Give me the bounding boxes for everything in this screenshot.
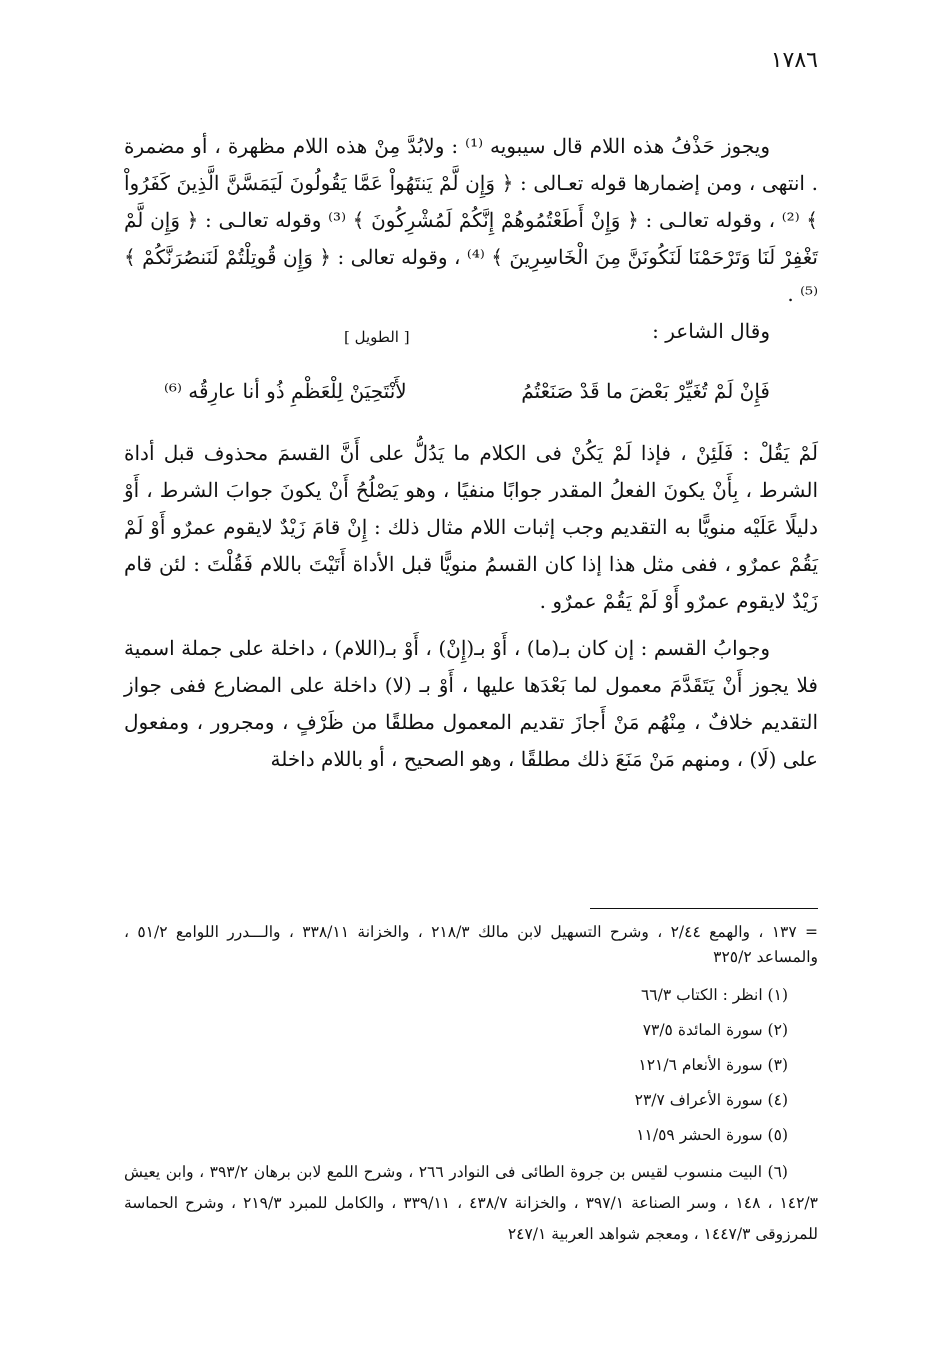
verse-second-hemistich: لأَنْتَحِيَنْ لِلْعَظْمِ ذُو أنا عارِقُه ⁽⁶⁾	[164, 379, 407, 403]
poet-line	[124, 313, 818, 353]
paragraph-oath-answer: وجوابُ القسم : إن كان بـ(ما) ، أَوْ بـ(إِنْ) ، أَوْ بـ(اللام) ، داخلة على جملة اسمية فلا يجوز أَنْ يَتَقَدَّمَ معمول لما بَعْدَها عليها ، أَوْ بـ (لا) داخلة على المضارع ففى جواز التقديم خلافٌ ، مِنْهُم مَنْ أَجازَ تقديم المعمول مطلقًا من ظَرْفٍ ، ومجرور ، ومفعول على (لَا) ، ومنهم مَنْ مَنَعَ ذلك مطلقًا ، وهو الصحيح ، أو باللام داخلة	[124, 636, 819, 771]
footnotes	[124, 920, 818, 1250]
paragraph-omission-of-lam: ويجوز حَذْفُ هذه اللام قال سيبويه ⁽¹⁾ : ولابُدَّ مِنْ هذه اللام مظهرة ، أو مضمرة . انتهى ، ومن إضمارها قوله تعـالى : ﴿ وَإِن لَّمْ يَنتَهُواْ عَمَّا يَقُولُونَ لَيَمَسَّنَّ الَّذِينَ كَفَرُواْ ﴾ ⁽²⁾ ، وقوله تعالـى : ﴿ وَإِنْ أَطَعْتُمُوهُمْ إِنَّكُمْ لَمُشْرِكُونَ ﴾ ⁽³⁾ وقوله تعالـى : ﴿ وَإِن لَّمْ تَغْفِرْ لَنَا وَتَرْحَمْنَا لَنَكُونَنَّ مِنَ الْخَاسِرِينَ ﴾ ⁽⁴⁾ ، وقوله تعالى : ﴿ وَإِن قُوتِلْتُمْ لَنَنصُرَنَّكُمْ ﴾ ⁽⁵⁾ .	[124, 134, 818, 306]
verse-first-hemistich: فَإِنْ لَمْ تُغَيِّرْ بَعْضَ ما قَدْ صَنَعْتُمُ	[521, 379, 770, 403]
footnote-verse-source: (٦) البيت منسوب لقيس بن جروة الطائى فى النوادر ٢٦٦ ، وشرح اللمع لابن برهان ٣٩٣/٢ ، وابن يعيش ١٤٢/٣ ، ١٤٨ ، وسر الصناعة ٣٩٧/١ ، والخزانة ٤٣٨/٧ ، ٣٣٩/١١ ، والكامل للمبرد ٢١٩/٣ ، وشرح الحماسة للمرزوقى ١٤٤٧/٣ ، ومعجم شواهد العربية ٢٤٧/١	[124, 1163, 818, 1243]
footnote-item: (٤) سورة الأعراف ٢٣/٧	[634, 1091, 788, 1109]
footnote-item: (٣) سورة الأنعام ١٢١/٦	[638, 1056, 788, 1074]
poet-intro: وقال الشاعر :	[652, 319, 770, 343]
paragraph-explanation: لَمْ يَقُلْ : فَلَئِنْ ، فإذا لَمْ يَكُنْ فى الكلام ما يَدُلُّ على أَنَّ القسمَ محذوف قبل أداة الشرط ، بِأَنْ يكونَ الفعلُ المقدر جوابًا منفيًا ، وهو يَصْلُحُ أَنْ يكونَ جوابَ الشرط ، أَوْ دليلًا عَلَيْه منويًّا به التقديم وجب إثبات اللام مثال ذلك : إِنْ قامَ زَيْدٌ لايقوم عمرٌو أَوْ لَمْ يَقُمْ عمرٌو ، ففى مثل هذا إذا كان القسمُ منويًّا قبل الأداة أَتَيْتَ باللام فَقُلْتَ : لئن قام زَيْدٌ لايقوم عمرٌو أَوْ لَمْ يَقُمْ عمرٌو .	[124, 441, 818, 613]
footnote-item: (٢) سورة المائدة ٧٣/٥	[642, 1021, 788, 1039]
poetry-verse	[124, 367, 818, 425]
book-page	[118, 40, 818, 1330]
footnote-continuation: = ١٣٧ ، والهمع ٢/٤٤ ، وشرح التسهيل لابن مالك ٢١٨/٣ ، والخزانة ٣٣٨/١١ ، والـــدرر اللوامع ٥١/٢ ، والمساعد ٣٢٥/٢	[124, 923, 819, 966]
footnote-divider	[590, 908, 818, 909]
meter-label: [ الطويل ]	[344, 328, 410, 346]
footnote-list	[124, 978, 818, 1153]
footnote-item: (٥) سورة الحشر ١١/٥٩	[636, 1126, 788, 1144]
page-number: ١٧٨٦	[770, 48, 818, 73]
main-text	[124, 128, 818, 778]
footnote-item: (١) انظر : الكتاب ٦٦/٣	[640, 986, 788, 1004]
